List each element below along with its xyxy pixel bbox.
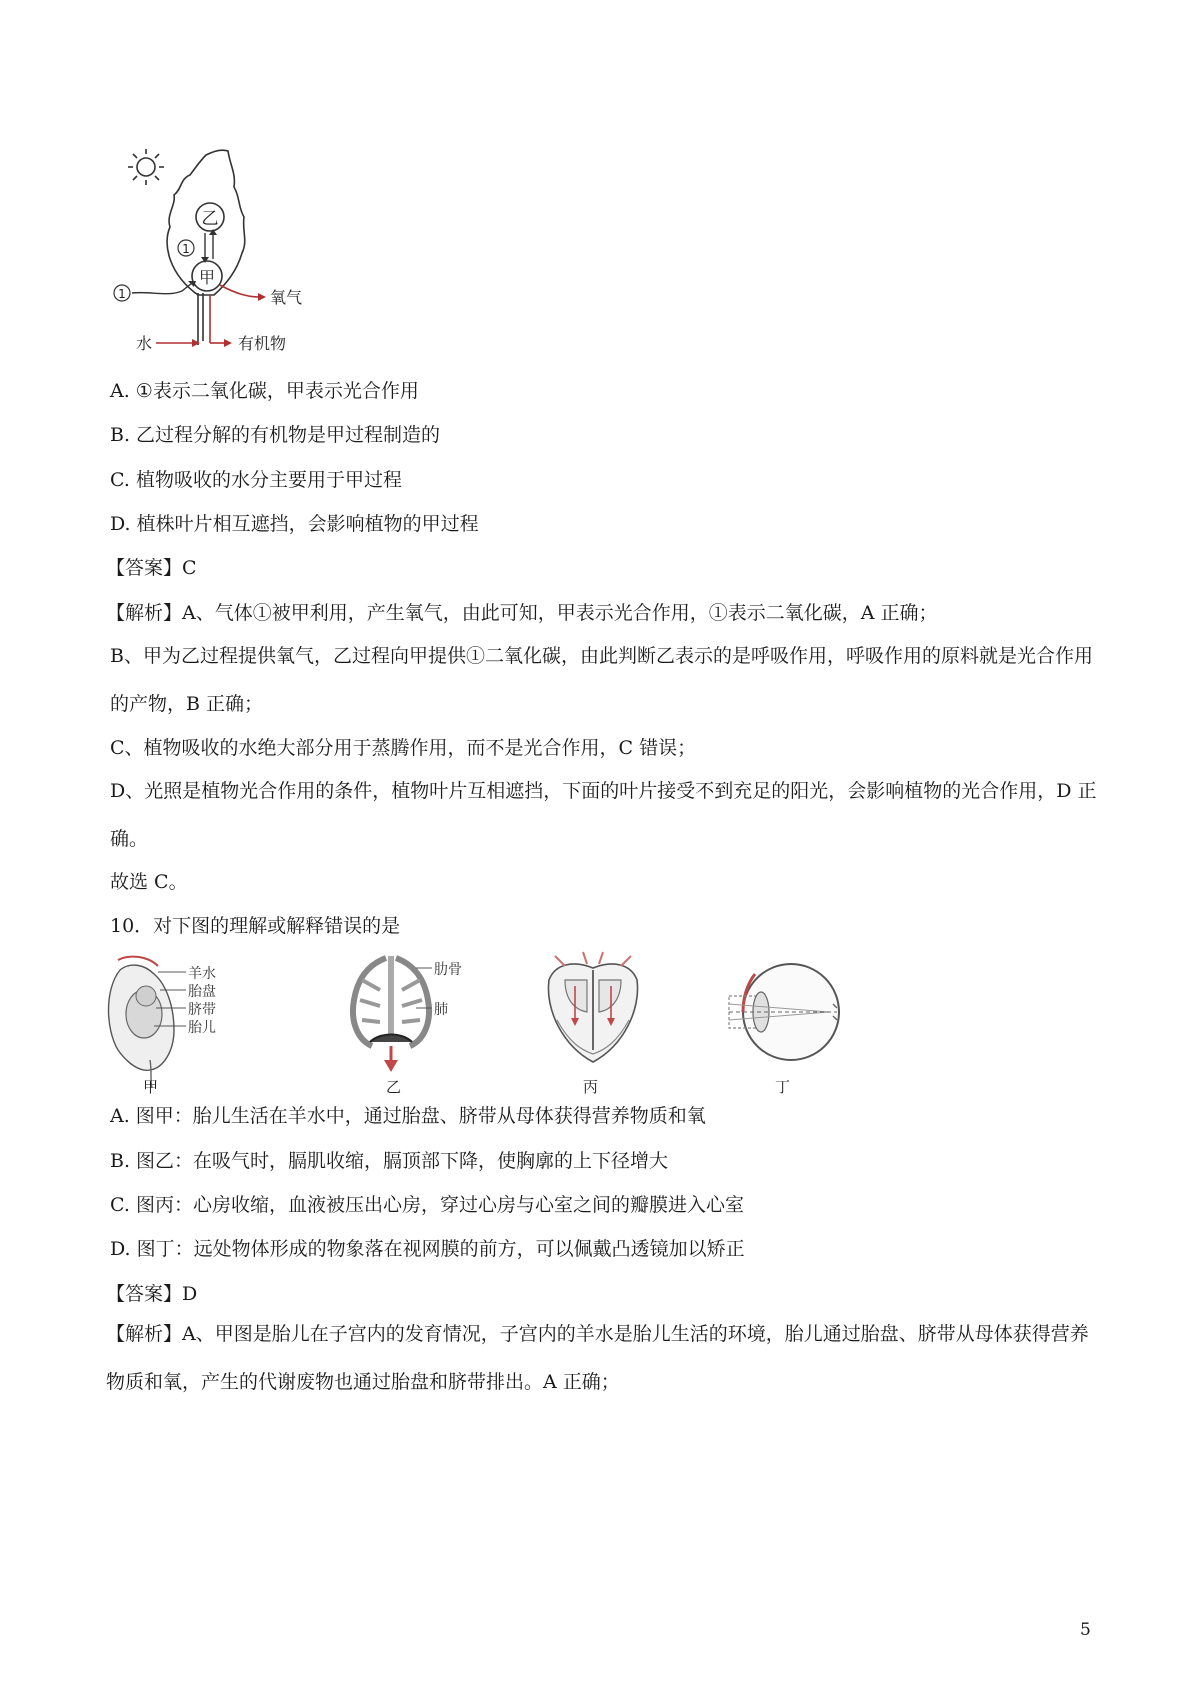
figure-yi-ribcage (340, 950, 490, 1080)
q9-analysis-b: B、甲为乙过程提供氧气，乙过程向甲提供①二氧化碳，由此判断乙表示的是呼吸作用，呼吸作用的原料就是光合作用的产物，B 正确； (110, 645, 1093, 715)
figure-yi-caption: 乙 (386, 1078, 402, 1096)
q10-option-a: A. 图甲：胎儿生活在羊水中，通过胎盘、脐带从母体获得营养物质和氧 (110, 1105, 706, 1127)
q9-analysis-d: D、光照是植物光合作用的条件，植物叶片互相遮挡，下面的叶片接受不到充足的阳光，会影响植物的光合作用，D 正确。 (110, 780, 1097, 850)
figure-bing-heart (535, 950, 655, 1080)
q9-conclusion: 故选 C。 (110, 871, 188, 893)
circle-jia-label: 甲 (198, 268, 216, 287)
sun-icon (128, 149, 164, 185)
q9-option-a: A. ①表示二氧化碳，甲表示光合作用 (110, 380, 419, 402)
label-amniotic-fluid: 羊水 (188, 966, 216, 982)
q9-analysis-c: C、植物吸收的水绝大部分用于蒸腾作用，而不是光合作用，C 错误； (110, 737, 697, 759)
q10-analysis-a: 【解析】A、甲图是胎儿在子宫内的发育情况，子宫内的羊水是胎儿生活的环境，胎儿通过胎盘、脐带从母体获得营养物质和氧，产生的代谢废物也通过胎盘和脐带排出。A 正确； (106, 1323, 1089, 1393)
figure-ding-eye (725, 950, 855, 1080)
label-water: 水 (136, 334, 153, 353)
figure-jia-caption: 甲 (143, 1078, 159, 1096)
page-number: 5 (1080, 1620, 1091, 1640)
q9-analysis-a: 【解析】A、气体①被甲利用，产生氧气，由此可知，甲表示光合作用，①表示二氧化碳，A 正确； (106, 602, 938, 624)
q10-answer: 【答案】D (106, 1283, 198, 1305)
figure-bing-caption: 丙 (583, 1078, 599, 1096)
label-umbilical-cord: 脐带 (188, 1002, 216, 1018)
q9-option-d: D. 植株叶片相互遮挡，会影响植物的甲过程 (110, 513, 479, 535)
label-fetus: 胎儿 (188, 1020, 216, 1036)
circle-yi-label: 乙 (201, 209, 219, 229)
label-placenta: 胎盘 (188, 984, 216, 1000)
q10-stem: 10．对下图的理解或解释错误的是 (110, 915, 401, 937)
leaf-process-figure (110, 145, 330, 360)
q10-option-d: D. 图丁：远处物体形成的物象落在视网膜的前方，可以佩戴凸透镜加以矫正 (110, 1238, 745, 1260)
label-lung: 肺 (434, 1002, 448, 1018)
q10-option-c: C. 图丙：心房收缩，血液被压出心房，穿过心房与心室之间的瓣膜进入心室 (110, 1194, 744, 1216)
q9-option-c: C. 植物吸收的水分主要用于甲过程 (110, 469, 402, 491)
q9-answer: 【答案】C (106, 557, 197, 579)
label-oxygen: 氧气 (270, 288, 303, 307)
q10-option-b: B. 图乙：在吸气时，膈肌收缩，膈顶部下降，使胸廓的上下径增大 (110, 1150, 669, 1172)
label-organic: 有机物 (238, 334, 287, 353)
marker-inside-label: 1 (182, 242, 190, 256)
figure-jia-fetus (100, 950, 250, 1095)
label-ribs: 肋骨 (434, 962, 462, 978)
figure-ding-caption: 丁 (775, 1078, 791, 1096)
marker-left-label: 1 (118, 287, 126, 301)
q9-option-b: B. 乙过程分解的有机物是甲过程制造的 (110, 424, 441, 446)
